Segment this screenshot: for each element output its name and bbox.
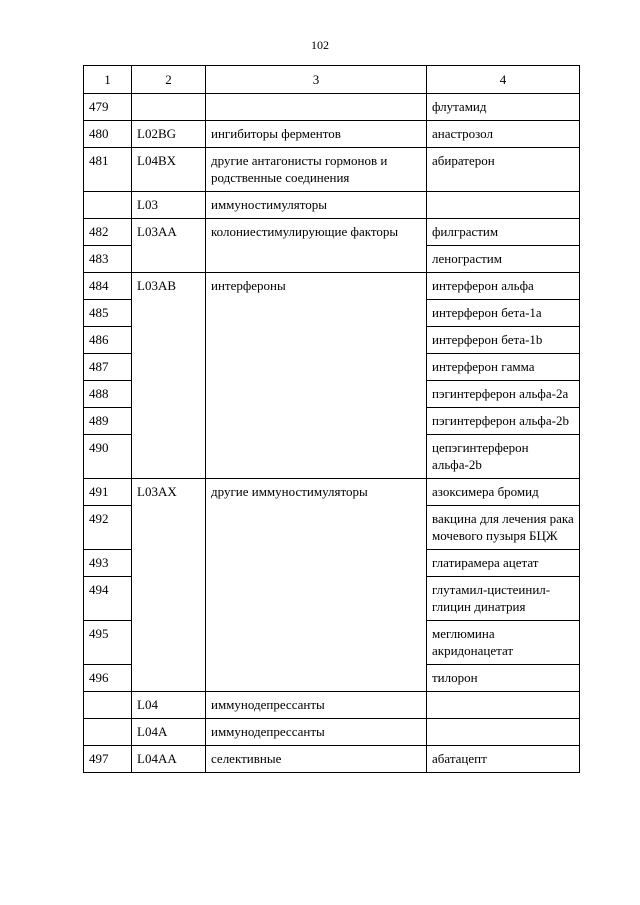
header-row [84,66,580,94]
drug-name: абатацепт [427,746,580,773]
drug-name: пэгинтерферон альфа-2a [427,381,580,408]
drug-name: пэгинтерферон альфа-2b [427,408,580,435]
group-name: иммунодепрессанты [206,692,427,719]
row-number: 486 [84,327,132,354]
drug-name [427,692,580,719]
row-number: 494 [84,577,132,621]
drug-name: меглюмина акридонацетат [427,621,580,665]
table-row [84,479,580,506]
atc-code [132,94,206,121]
page-number: 102 [311,38,329,52]
drug-name: ленограстим [427,246,580,273]
atc-code: L04BX [132,148,206,192]
drug-name [427,719,580,746]
drug-name: интерферон бета-1b [427,327,580,354]
table-row [84,121,580,148]
column-header: 4 [427,66,580,94]
group-name: другие антагонисты гормонов и родственные соединения [206,148,427,192]
table-row [84,94,580,121]
row-number: 493 [84,550,132,577]
group-name: интерфероны [206,273,427,479]
group-name: колониестимулирующие факторы [206,219,427,273]
drug-name: флутамид [427,94,580,121]
atc-code: L03AX [132,479,206,692]
row-number: 489 [84,408,132,435]
row-number: 479 [84,94,132,121]
row-number: 497 [84,746,132,773]
row-number: 492 [84,506,132,550]
drug-name: азоксимера бромид [427,479,580,506]
row-number: 483 [84,246,132,273]
row-number: 495 [84,621,132,665]
atc-code: L03 [132,192,206,219]
drug-name: глутамил-цистеинил-глицин динатрия [427,577,580,621]
table-row [84,746,580,773]
table-row [84,719,580,746]
group-name: иммуностимуляторы [206,192,427,219]
drug-name: абиратерон [427,148,580,192]
row-number: 485 [84,300,132,327]
drug-classification-table [83,65,580,773]
table-row [84,273,580,300]
table-row [84,148,580,192]
table-row [84,192,580,219]
row-number: 487 [84,354,132,381]
drug-name: тилорон [427,665,580,692]
drug-name: вакцина для лечения рака мочевого пузыря БЦЖ [427,506,580,550]
row-number: 491 [84,479,132,506]
atc-code: L04AA [132,746,206,773]
drug-name: анастрозол [427,121,580,148]
atc-code: L03AA [132,219,206,273]
drug-name: глатирамера ацетат [427,550,580,577]
atc-code: L03AB [132,273,206,479]
row-number: 488 [84,381,132,408]
row-number: 481 [84,148,132,192]
atc-code: L04A [132,719,206,746]
table-row [84,219,580,246]
row-number [84,719,132,746]
group-name: другие иммуностимуляторы [206,479,427,692]
row-number: 482 [84,219,132,246]
row-number [84,192,132,219]
drug-name: интерферон бета-1a [427,300,580,327]
table-row [84,692,580,719]
atc-code: L02BG [132,121,206,148]
drug-name: интерферон альфа [427,273,580,300]
group-name [206,94,427,121]
drug-name: цепэгинтерферон альфа-2b [427,435,580,479]
row-number: 480 [84,121,132,148]
column-header: 2 [132,66,206,94]
drug-name: филграстим [427,219,580,246]
group-name: селективные [206,746,427,773]
column-header: 3 [206,66,427,94]
row-number: 490 [84,435,132,479]
drug-name [427,192,580,219]
column-header: 1 [84,66,132,94]
group-name: иммунодепрессанты [206,719,427,746]
drug-name: интерферон гамма [427,354,580,381]
group-name: ингибиторы ферментов [206,121,427,148]
row-number: 496 [84,665,132,692]
row-number [84,692,132,719]
atc-code: L04 [132,692,206,719]
row-number: 484 [84,273,132,300]
